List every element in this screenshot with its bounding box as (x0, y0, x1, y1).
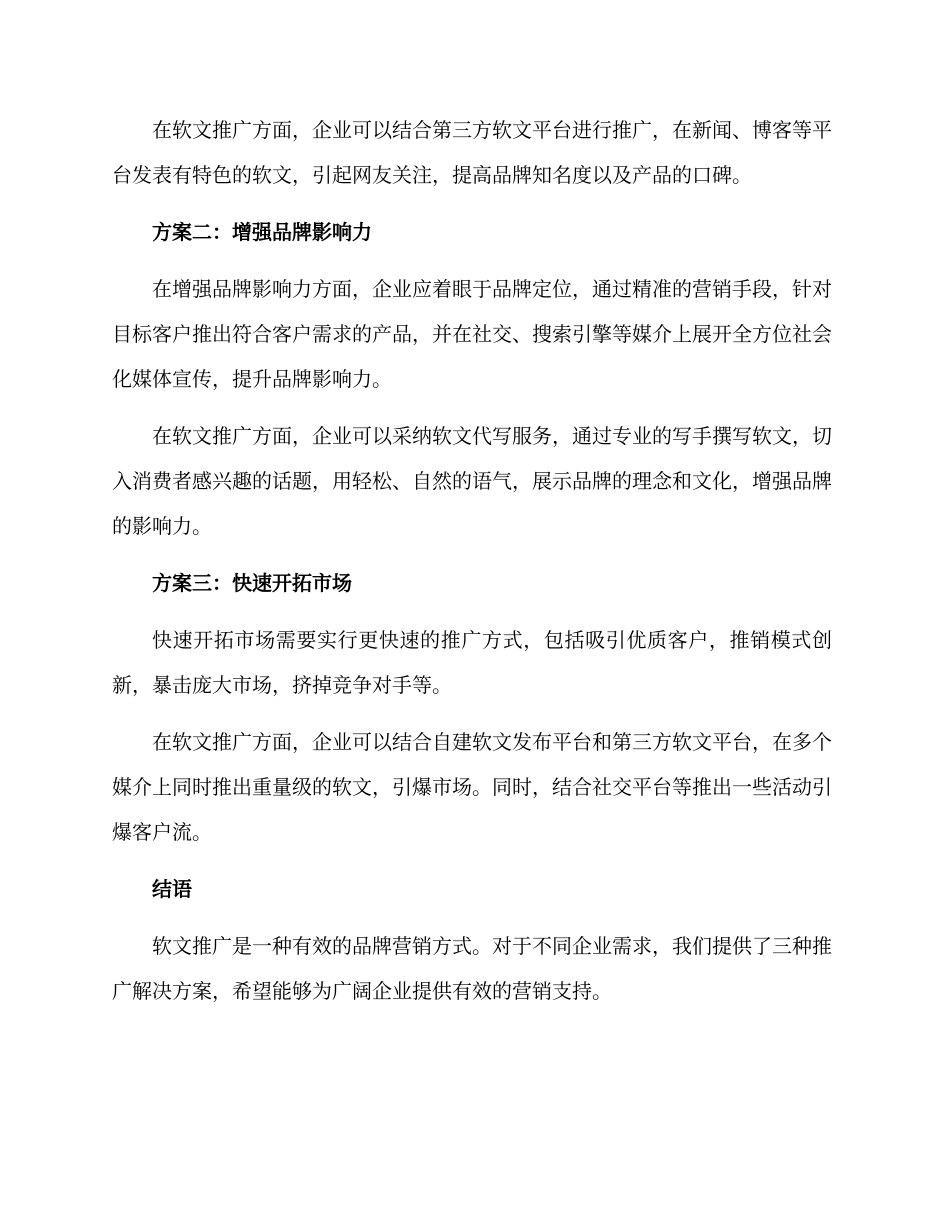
heading-plan-two: 方案二：增强品牌影响力 (152, 220, 372, 244)
paragraph-soft-article-third-party: 在软文推广方面，企业可以结合第三方软文平台进行推广，在新闻、博客等平台发表有特色的软文，引起网友关注，提高品牌知名度以及产品的口碑。 (112, 118, 832, 187)
paragraph-soft-article-own-platform: 在软文推广方面，企业可以结合自建软文发布平台和第三方软文平台，在多个媒介上同时推出重量级的软文，引爆市场。同时，结合社交平台等推出一些活动引爆客户流。 (112, 730, 832, 844)
document-body (112, 108, 832, 1026)
heading-conclusion: 结语 (152, 877, 192, 901)
heading-plan-three: 方案三：快速开拓市场 (152, 571, 352, 595)
paragraph-conclusion: 软文推广是一种有效的品牌营销方式。对于不同企业需求，我们提供了三种推广解决方案，希望能够为广阔企业提供有效的营销支持。 (112, 934, 832, 1003)
paragraph-soft-article-writing-service: 在软文推广方面，企业可以采纳软文代写服务，通过专业的写手撰写软文，切入消费者感兴趣的话题，用轻松、自然的语气，展示品牌的理念和文化，增强品牌的影响力。 (112, 424, 832, 538)
paragraph-brand-influence: 在增强品牌影响力方面，企业应着眼于品牌定位，通过精准的营销手段，针对目标客户推出符合客户需求的产品，并在社交、搜索引擎等媒介上展开全方位社会化媒体宣传，提升品牌影响力。 (112, 277, 832, 391)
paragraph-market-expansion: 快速开拓市场需要实行更快速的推广方式，包括吸引优质客户，推销模式创新，暴击庞大市场，挤掉竞争对手等。 (112, 628, 832, 697)
